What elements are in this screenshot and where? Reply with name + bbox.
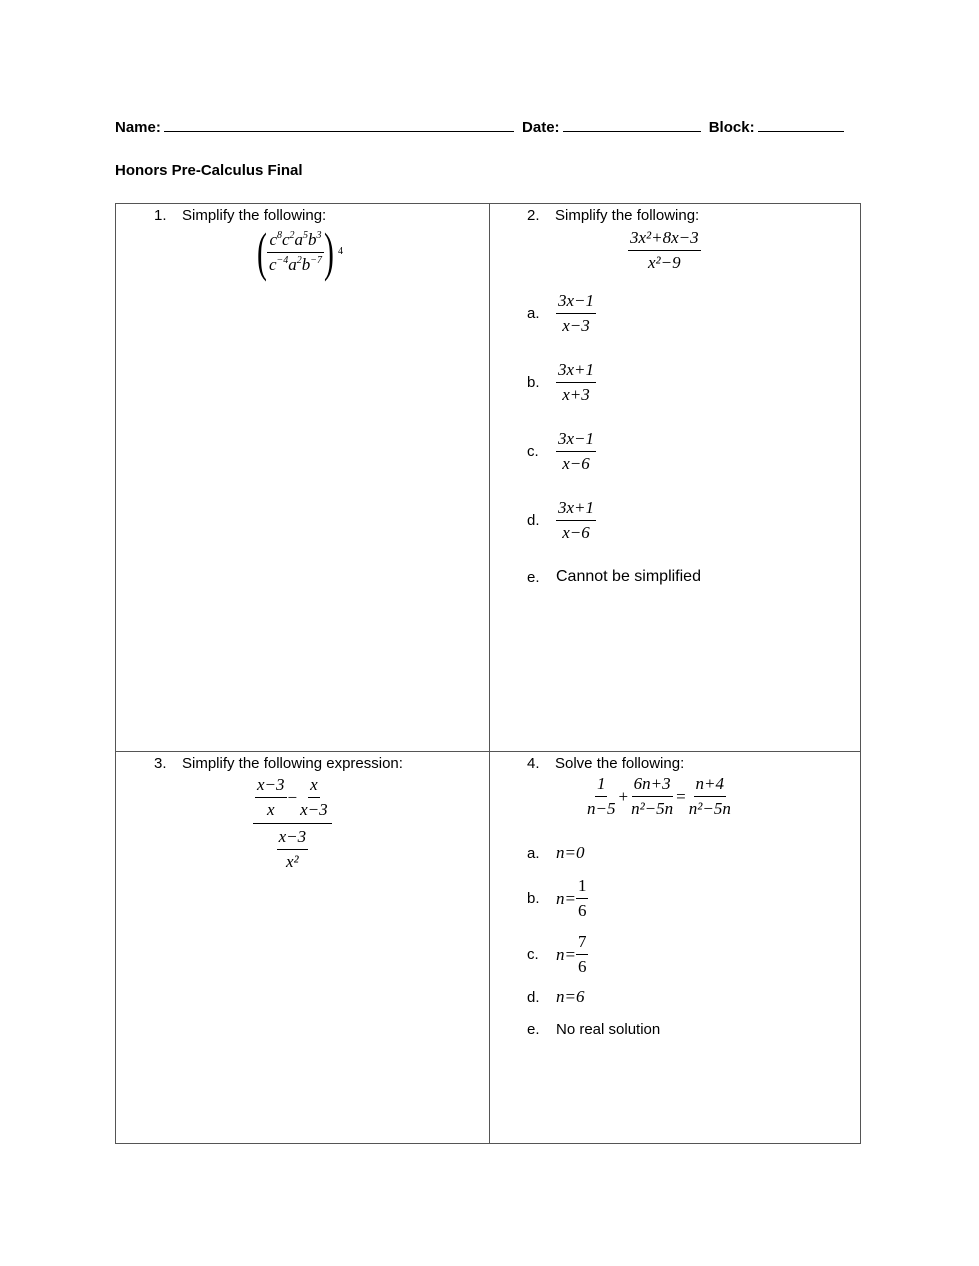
grid-divider-horizontal xyxy=(116,751,860,752)
grid-divider-vertical xyxy=(489,204,490,1143)
question-4-choice-a[interactable]: a. n=0 xyxy=(527,843,585,862)
question-1-prompt: 1. Simplify the following: xyxy=(154,207,327,224)
question-4-choice-c[interactable]: c. n= $\frac{7}{6}$ xyxy=(527,932,587,976)
question-3-expression: $\frac{x-3}{x}$ − $\frac{x}{x-3}$ $\frac{x-3}{\text{x²}}$ xyxy=(253,775,332,872)
question-2-choice-d[interactable]: d. $\frac{3x+1}{x-6}$ xyxy=(527,498,595,542)
question-2-choice-a[interactable]: a. $\frac{3x-1}{x-3}$ xyxy=(527,291,595,335)
question-4-choice-e[interactable]: e. No real solution xyxy=(527,1021,661,1038)
question-2-prompt: 2. Simplify the following: xyxy=(527,207,700,224)
question-2-choice-c[interactable]: c. $\frac{3x-1}{x-6}$ xyxy=(527,429,595,473)
question-4-expression: $\frac{1}{n-5}$ + $\frac{6n+3}{\text{n²−5n}}$ = $\frac{n+4}{\text{n²−5n}}$ xyxy=(587,774,731,818)
question-3-prompt: 3. Simplify the following expression: xyxy=(154,755,403,772)
question-2-choice-b[interactable]: b. $\frac{3x+1}{x+3}$ xyxy=(527,360,595,404)
date-label: Date: xyxy=(522,119,560,136)
question-grid xyxy=(115,203,861,1144)
question-4-prompt: 4. Solve the following: xyxy=(527,755,685,772)
question-1-expression: ( $\frac{c^8c^2a^5b^3}{c^{-4}a^2b^{-7}}$ ) 4 xyxy=(257,222,344,282)
header-line xyxy=(115,117,848,136)
name-field[interactable] xyxy=(164,117,514,132)
document-title: Honors Pre-Calculus Final xyxy=(115,162,303,179)
question-4-choice-d[interactable]: d. n=6 xyxy=(527,987,585,1006)
question-2-expression: $\frac{\text{3x²+8x−3}}{\text{x²−9}}$ xyxy=(630,228,699,272)
question-2-choice-e[interactable]: e. Cannot be simplified xyxy=(527,568,701,586)
right-paren: ) xyxy=(324,222,334,282)
name-label: Name: xyxy=(115,119,161,136)
block-field[interactable] xyxy=(758,117,844,132)
block-label: Block: xyxy=(708,119,755,136)
left-paren: ( xyxy=(257,222,267,282)
date-field[interactable] xyxy=(563,117,701,132)
question-4-choice-b[interactable]: b. n= $\frac{1}{6}$ xyxy=(527,876,587,920)
